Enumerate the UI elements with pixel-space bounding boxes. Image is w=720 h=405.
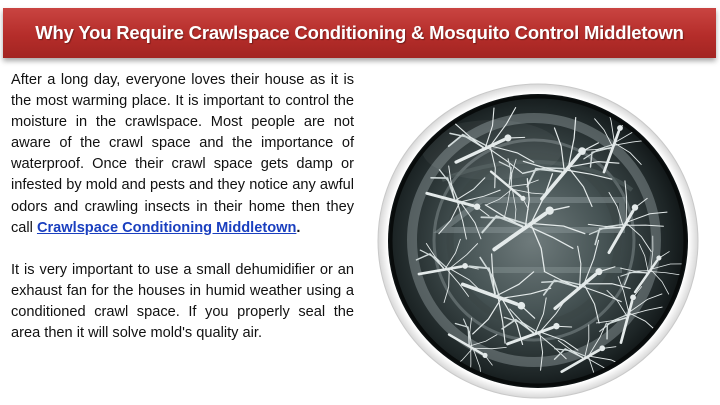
- paragraph-2: It is very important to use a small dehumidifier or an exhaust fan for the houses in humid weather using a conditioned crawl space. If you properly seal the area then it will solve mold's quality air.: [11, 261, 354, 342]
- paragraph-1-text: After a long day, everyone loves their house as it is the most warming place. It is important to control the moisture in the crawlspace. Most people are not aware of the crawl space and the importance of waterproof. Once their crawl space gets damp or infested by mold and pests and they notice any awful odors and crawling insects in their home then they call: [11, 72, 354, 236]
- title-bar: [3, 8, 716, 58]
- body-text: [11, 70, 354, 344]
- paragraph-1-end: .: [296, 219, 301, 236]
- mosquito-photo: [372, 80, 704, 402]
- paragraph-1: [11, 70, 354, 239]
- slide-title: Why You Require Crawlspace Conditioning & Mosquito Control Middletown: [35, 22, 684, 43]
- crawlspace-conditioning-link[interactable]: Crawlspace Conditioning Middletown: [36, 219, 297, 236]
